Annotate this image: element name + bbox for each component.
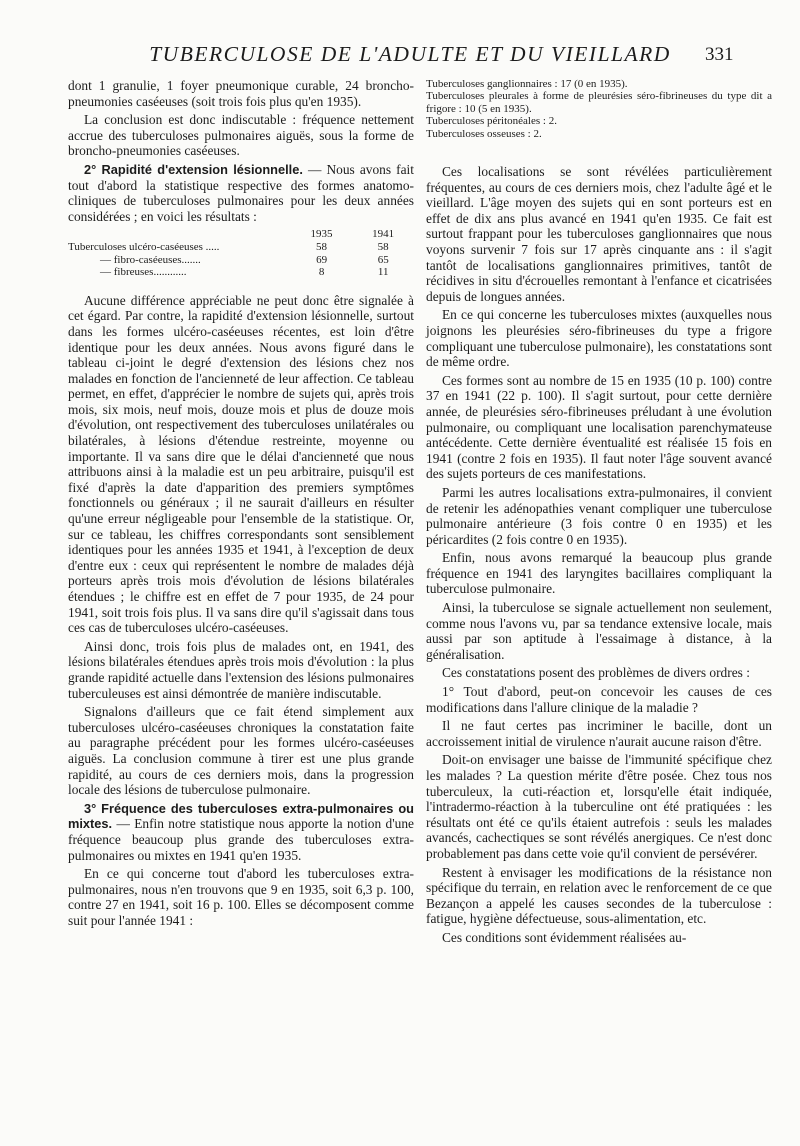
stats-row — [68, 241, 414, 254]
stats-value: 58 — [377, 240, 389, 253]
section-heading: 3° Fréquence des tuberculoses extra-pulmonaires ou mixtes. — [68, 800, 414, 832]
stats-value: 69 — [316, 253, 328, 266]
list-item: Tuberculoses péritonéales : 2. — [426, 115, 557, 128]
stats-header-row — [68, 228, 414, 241]
paragraph: Enfin, nous avons remarqué la beaucoup plus grande fréquence en 1941 des laryngites bacillaires compliquant la tuberculose pulmonaire. — [426, 550, 772, 597]
paragraph: Ces formes sont au nombre de 15 en 1935 (10 p. 100) contre 37 en 1941 (22 p. 100). Il s'agit surtout, pour cette dernière année, de pleurésies séro-fibrineuses préludant à une évolution pulmonaire, ou compliquant une localisation parenchymateuse antécédente. Cette dernière éventualité est réalisée 15 fois en 1941 (contre 2 fois en 1935). Il faut noter l'âge souvent avancé des sujets porteurs de ces manifestations. — [426, 372, 772, 482]
paragraph: Parmi les autres localisations extra-pulmonaires, il convient de retenir les adénopathies venant compliquer une tuberculose pulmonaire antérieure (3 fois contre 0 en 1935) et les péricardites (2 fois contre 0 en 1935). — [426, 484, 772, 547]
paragraph: Ainsi donc, trois fois plus de malades ont, en 1941, des lésions bilatérales étendues après trois mois d'évolution : la plus grande rapidité actuelle dans l'extension des lésions pulmonaires tuberculeuses est ainsi démontrée de manière indiscutable. — [68, 638, 414, 701]
year-header: 1935 — [310, 228, 333, 241]
stats-value: 58 — [316, 240, 328, 253]
paragraph: Aucune différence appréciable ne peut donc être signalée à cet égard. Par contre, la rapidité d'extension lésionnelle, surtout dans les formes ulcéro-caséeuses récentes, est loin d'être identique pour les deux années. Nous avons figuré dans le tableau ci-joint le degré d'extension des lésions chez nos malades en fonction de l'ancienneté de leur affection. Ce tableau permet, en effet, d'apprécier le nombre de sujets qui, après trois mois, six mois, neuf mois, douze mois et plus de douze mois d'évolution, ont respectivement des tuberculoses unilatérales ou bilatérales, à lésions d'étendue restreinte, moyenne ou importante. Il va sans dire que le délai d'ancienneté que nous attribuons ainsi à la maladie est un peu arbitraire, puisqu'il est fixé d'après la date d'apparition des premiers symptômes fonctionnels ou généraux ; il ne saurait d'ailleurs en résulter qu'une erreur négligeable pour l'ensemble de la statistique. Or, sur ce tableau, les chiffres correspondants sont sensiblement identiques pour les années 1935 et 1941, à l'exception de deux d'entre eux : ceux qui représentent le nombre de malades déjà porteurs après trois mois d'évolution de lésions bilatérales étendues ; le chiffre est en effet de 7 pour 1935, de 24 pour 1941, soit trois fois plus. Il va sans dire qu'il s'agissait dans tous ces cas de tuberculoses ulcéro-caséeuses. — [68, 292, 414, 636]
stats-label: Tuberculoses ulcéro-caséeuses ..... — [68, 240, 220, 253]
paragraph: En ce qui concerne les tuberculoses mixtes (auxquelles nous joignons les pleurésies séro-fibrineuses du type a frigore compliquant une tuberculose pulmonaire), les constatations sont de même ordre. — [426, 307, 772, 370]
page-number: 331 — [705, 44, 734, 65]
stats-label: — fibro-caséeuses....... — [100, 253, 201, 266]
list-item: Tuberculoses osseuses : 2. — [426, 127, 542, 140]
section-paragraph — [68, 162, 414, 224]
paragraph: La conclusion est donc indiscutable : fréquence nettement accrue des tuberculoses pulmonaires aiguës, sous la forme de broncho-pneumonies caséeuses. — [68, 112, 414, 159]
stats-value: 11 — [377, 266, 389, 279]
paragraph: Ces conditions sont évidemment réalisées au- — [442, 929, 687, 945]
section-body: — Enfin notre statistique nous apporte la notion d'une fréquence beaucoup plus grande des tuberculoses extra-pulmonaires ou mixtes en 1941 qu'en 1935. — [68, 816, 414, 863]
localisation-list — [426, 78, 772, 140]
section-paragraph — [68, 801, 414, 863]
paragraph: Doit-on envisager une baisse de l'immunité spécifique chez les malades ? La question mérite d'être posée. Chez tous nos tuberculeux, la cuti-réaction et, lorsqu'elle était indiquée, l'intradermo-réaction à la tuberculine ont été pratiquées : les résultats ont été ce qu'ils étaient autrefois : seuls les malades avancés, cachectiques se sont révélés anergiques. Ce n'est donc probablement pas dans cette voie qu'il convient de persévérer. — [426, 752, 772, 861]
paragraph: Ces localisations se sont révélées particulièrement fréquentes, au cours de ces derniers mois, chez l'adulte âgé et le vieillard. L'âge moyen des sujets qui en sont porteurs est en effet de dix ans plus avancé en 1941 qu'en 1935. Ce fait est surtout frappant pour les tuberculoses ganglionnaires que nous voyons survenir 7 fois sur 17 après cinquante ans : il s'agit tantôt de localisations ganglionnaires primitives, tantôt de récidives in situ d'écrouelles remontant à l'enfance et cicatrisées depuis de longues années. — [426, 164, 772, 304]
list-item: Tuberculoses ganglionnaires : 17 (0 en 1935). — [426, 78, 628, 90]
stats-value: 65 — [377, 253, 389, 266]
paragraph: Il ne faut certes pas incriminer le bacille, dont un accroissement initial de virulence n'aurait aucune raison d'être. — [426, 718, 772, 749]
stats-label: — fibreuses............ — [100, 266, 187, 279]
section-heading: 2° Rapidité d'extension lésionnelle. — [84, 161, 303, 177]
paragraph: Ces constatations posent des problèmes de divers ordres : — [442, 665, 750, 681]
stats-row — [68, 266, 414, 279]
list-item: Tuberculoses pleurales à forme de pleurésies séro-fibrineuses du type dit a frigore : 10 (5 en 1935). — [426, 90, 772, 115]
paragraph: Restent à envisager les modifications de la résistance non spécifique du terrain, en relation avec le renforcement de ce que Bezançon a appelé les causes secondes de la tuberculose : fatigue, hygiène défectueuse, sous-alimentation, etc. — [426, 864, 772, 927]
section-body: — Nous avons fait tout d'abord la statistique respective des formes anatomo-cliniques de tuberculoses pulmonaires pour les deux années considérées ; en voici les résultats : — [68, 161, 414, 224]
stats-row — [68, 254, 414, 267]
paragraph: 1° Tout d'abord, peut-on concevoir les causes de ces modifications dans l'allure clinique de la maladie ? — [426, 684, 772, 715]
paragraph: Ainsi, la tuberculose se signale actuellement non seulement, comme nous l'avons vu, par sa tendance extensive locale, mais aussi par son aptitude à l'essaimage à distance, à la généralisation. — [426, 600, 772, 662]
paragraph: En ce qui concerne tout d'abord les tuberculoses extra-pulmonaires, nous n'en trouvons que 9 en 1935, soit 6,3 p. 100, contre 27 en 1941, soit 16 p. 100. Elles se décomposent comme suit pour l'année 1941 : — [68, 866, 414, 928]
stats-table — [68, 228, 414, 278]
left-column — [68, 78, 414, 931]
running-title: TUBERCULOSE DE L'ADULTE ET DU VIEILLARD — [149, 42, 671, 66]
paragraph: dont 1 granulie, 1 foyer pneumonique curable, 24 broncho-pneumonies caséeuses (soit trois fois plus qu'en 1935). — [68, 78, 414, 109]
paragraph: Signalons d'ailleurs que ce fait étend simplement aux tuberculoses ulcéro-caséeuses chroniques la constatation faite au paragraphe précédent pour les formes ulcéro-caséeuses aiguës. La conclusion commune à tirer est une plus grande rapidité, au cours de ces derniers mois, dans la progression locale des lésions de tuberculose pulmonaire. — [68, 704, 414, 798]
stats-value: 8 — [318, 266, 325, 279]
right-column — [426, 78, 772, 949]
year-header: 1941 — [372, 228, 395, 241]
